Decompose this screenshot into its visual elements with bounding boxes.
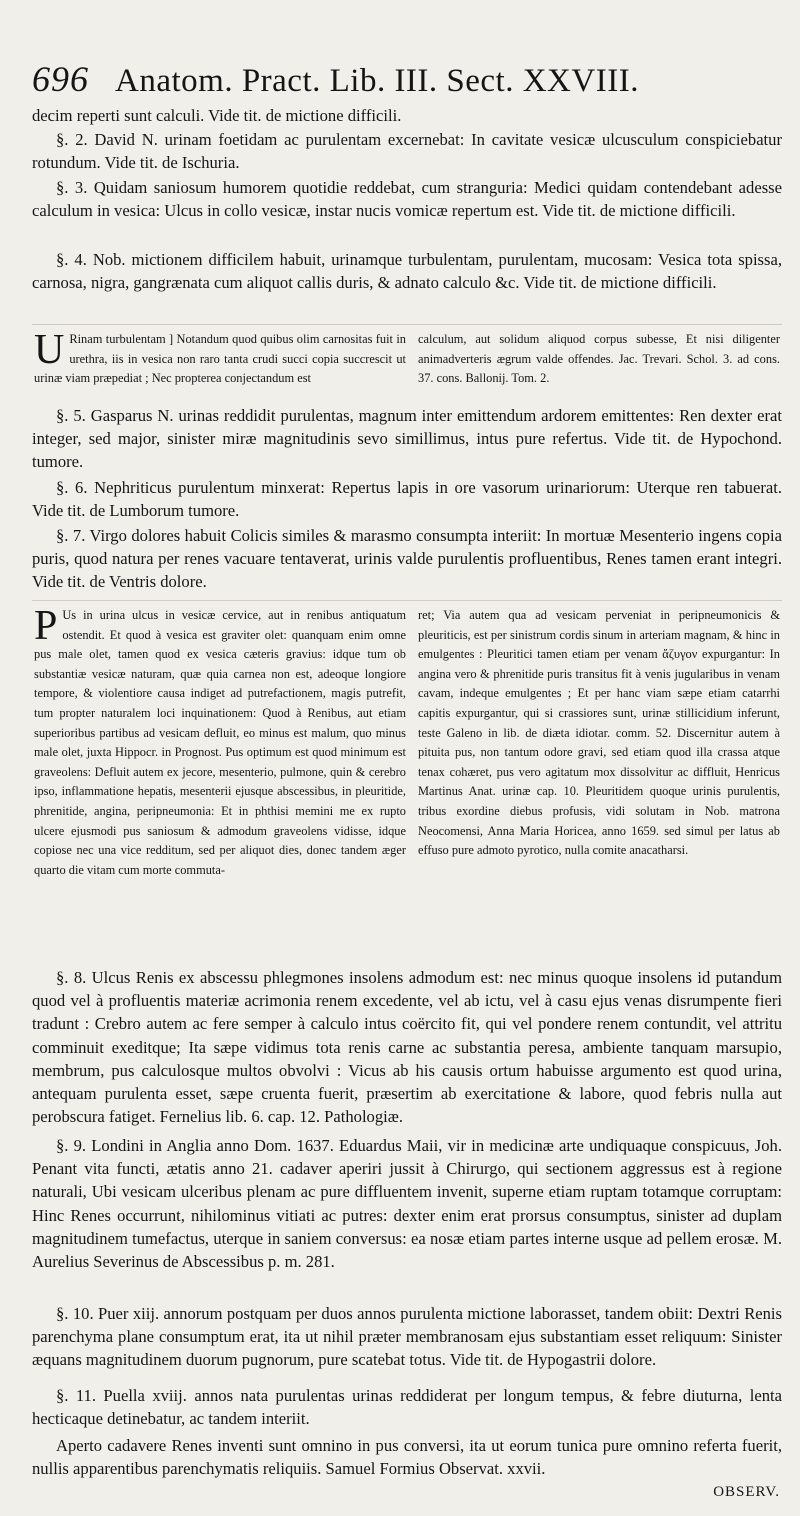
paragraph-12: Aperto cadavere Renes inventi sunt omnino in pus conversi, ita ut eorum tunica pure omnino referta fuerit, nullis apparentibus parenchymatis reliquiis. Samuel Formius Observat. xxvii. xyxy=(32,1436,782,1479)
paragraph-6: §. 6. Nephriticus purulentum minxerat: Repertus lapis in ore vasorum urinariorum: Uterque ren tabuerat. Vide tit. de Lumborum tumore. xyxy=(32,478,782,521)
dropcap-u: U xyxy=(34,327,65,373)
divider-line xyxy=(32,324,782,325)
paragraph-7: §. 7. Virgo dolores habuit Colicis similes & marasmo consumpta interiit: In mortuæ Mesenterio ingens copia puris, quod natura per renes vacuare tentaverat, urinis valde purulentis profluentibus, Renes tamen erant integri. Vide tit. de Ventris dolore. xyxy=(32,526,782,592)
paragraph-5: §. 5. Gasparus N. urinas reddidit purulentas, magnum inter emittendum ardorem emittentes: Ren dexter erat integer, sed major, sinister miræ magnitudinis sevo simillimus, intus pure refertus. Vide tit. de Hypochond. tumore. xyxy=(32,406,782,472)
scholium-2-right: ret; Via autem qua ad vesicam perveniat in peripneumonicis & pleuriticis, est per sinistrum cordis sinum in arteriam magnam, & hinc in emulgentes : Pleuritici tamen etiam per venam ἄζυγον expurgantur: In angina vero & phrenitide puris transitus fit à venis jugularibus in venam cavam, indeque emulgentes ; Et per hanc viam sæpe etiam catarrhi capitis expurgantur, qui si crassiores sunt, urinæ stillicidium inferunt, teste Galeno in lib. de diæta idiotar. comm. 52. Discernitur autem à pituita pus, non tantum odore gravi, sed etiam quod illa crassa atque tenax cohæret, pus vero agitatum mox dissolvitur ac diffluit, Henricus Martinus Anat. urinæ cap. 10. Pleuritidem quoque urinis purulentis, tribus exordine diebus profusis, vidi solutam in Nob. matrona Neocomensi, Anna Maria Horicea, anno 1659. sed simul per latus ab effuso pure admoto pyrotico, nulla comite anacatharsi. xyxy=(418,608,780,858)
paragraph-2: §. 2. David N. urinam foetidam ac purulentam excernebat: In cavitate vesicæ ulcusculum conspiciebatur rotundum. Vide tit. de Ischuria. xyxy=(32,130,782,173)
scholium-2-left-text: Us in urina ulcus in vesicæ cervice, aut in renibus antiquatum ostendit. Et quod à vesica est graviter olet: quanquam enim omne pus male olet, tamen quod ex vesica cæteris gravius: idque tum ob substantiæ vesicæ naturam, quæ quia carnea non est, adeoque longiore tempore, & violentiore causa indiget ad putrefactionem, magis putrefit, tum propter naturalem loci inquinationem: Quod à Renibus, aut etiam superioribus partibus ad vesicam defluit, eo minus est malum, quo minus male olet, juxta Hippocr. in Prognost. Pus optimum est quod minimum est graveolens: Defluit autem ex jecore, mesenterio, pulmone, quin & cerebro ipso, inflammatione hepatis, mesenterii ejusque abscessibus, in pleuritide, phrenitide, angina, peripneumonia: Et in phthisi memini me ex rupto ulcere ejusmodi pus saniosum & admodum graveolens vidisse, idque copiose nec una vice redditum, sed per aliquot dies, donec tandem æger quarto die vitam cum morte commuta- xyxy=(34,608,406,877)
dropcap-p: P xyxy=(34,603,58,649)
page-header xyxy=(32,58,792,104)
paragraph-3: §. 3. Quidam saniosum humorem quotidie reddebat, cum stranguria: Medici quidam contendebant adesse calculum in vesica: Ulcus in collo vesicæ, instar nucis vomicæ repertum est. Vide tit. de mictione difficili. xyxy=(32,178,782,221)
paragraph-11: §. 11. Puella xviij. annos nata purulentas urinas reddiderat per longum tempus, & febre diuturna, lenta hecticaque detinebatur, ac tandem interiit. xyxy=(32,1386,782,1429)
paragraph-4: §. 4. Nob. mictionem difficilem habuit, urinamque turbulentam, purulentam, mucosam: Vesica tota spissa, carnosa, nigra, gangrænata cum aliquot callis duris, & adnato calculo &c. Vide tit. de mictione difficili. xyxy=(32,250,782,293)
scholium-1-left xyxy=(34,327,406,389)
page-number: 696 xyxy=(32,59,89,99)
scholium-1-left-text: Rinam turbulentam ] Notandum quod quibus olim carnositas fuit in urethra, iis in vesica non raro tanta crudi succi copia succrescit ut urinæ viam præpediat ; Nec propterea conjectandum est xyxy=(34,332,406,386)
divider-line xyxy=(32,600,782,601)
paragraph-1: decim reperti sunt calculi. Vide tit. de mictione difficili. xyxy=(32,106,402,125)
scholium-1-right: calculum, aut solidum aliquod corpus subesse, Et nisi diligenter animadverteris ægrum valde offendes. Jac. Trevari. Schol. 3. ad cons. 37. cons. Ballonij. Tom. 2. xyxy=(418,332,780,386)
paragraph-8: §. 8. Ulcus Renis ex abscessu phlegmones insolens admodum est: nec minus quoque insolens id putandum quod vel à profluentis materiæ acrimonia renem excedente, vel ab ictu, vel à casu ejus venas disrumpente fieri tradunt : Crebro autem ac fere semper à calculo intus coërcito fit, qui vel pondere renem contundit, vel attritu comminuit exeditque; Ita sæpe vidimus tota renis carne ac substantia peresa, ambiente tanquam marsupio, membrum, pus calculosque multos obvolvi : Vicus ab his causis ortum habuisse argumento est quod urina, antequam purulenta esset, sæpe cruenta fuerit, præsertim ab exercitatione & labore, quod febris nulla aut perobscura fatiget. Fernelius lib. 6. cap. 12. Pathologiæ. xyxy=(32,968,782,1127)
paragraph-10: §. 10. Puer xiij. annorum postquam per duos annos purulenta mictione laborasset, tandem obiit: Dextri Renis parenchyma plane consumptum erat, ita ut nihil præter membranosam ejus substantiam esset reliquum: Sinister æquans magnitudinem duorum pugnorum, pure scatebat totus. Vide tit. de Hypogastrii dolore. xyxy=(32,1304,782,1370)
paragraph-9: §. 9. Londini in Anglia anno Dom. 1637. Eduardus Maii, vir in medicinæ arte undiquaque conspicuus, Joh. Penant vita functi, ætatis anno 21. cadaver aperiri jussit à Chirurgo, qui sectionem aggressus est à regione naturali, Ubi vesicam ulceribus plenam ac pure diffluentem invenit, superne etiam ruptam totamque corruptam: Hinc Renes occurrunt, nihilominus vitiati ac putres: dexter enim erat prorsus consumptus, sinister ad duplam magnitudinem tumefactus, uterque in saniem conversus: ea nosæ etiam partes interne usque ad pellem erosæ. M. Aurelius Severinus de Abscessibus p. m. 281. xyxy=(32,1136,782,1272)
running-title: Anatom. Pract. Lib. III. Sect. XXVIII. xyxy=(115,63,639,99)
scholium-2-left xyxy=(34,603,406,880)
catchword: OBSERV. xyxy=(713,1484,780,1500)
